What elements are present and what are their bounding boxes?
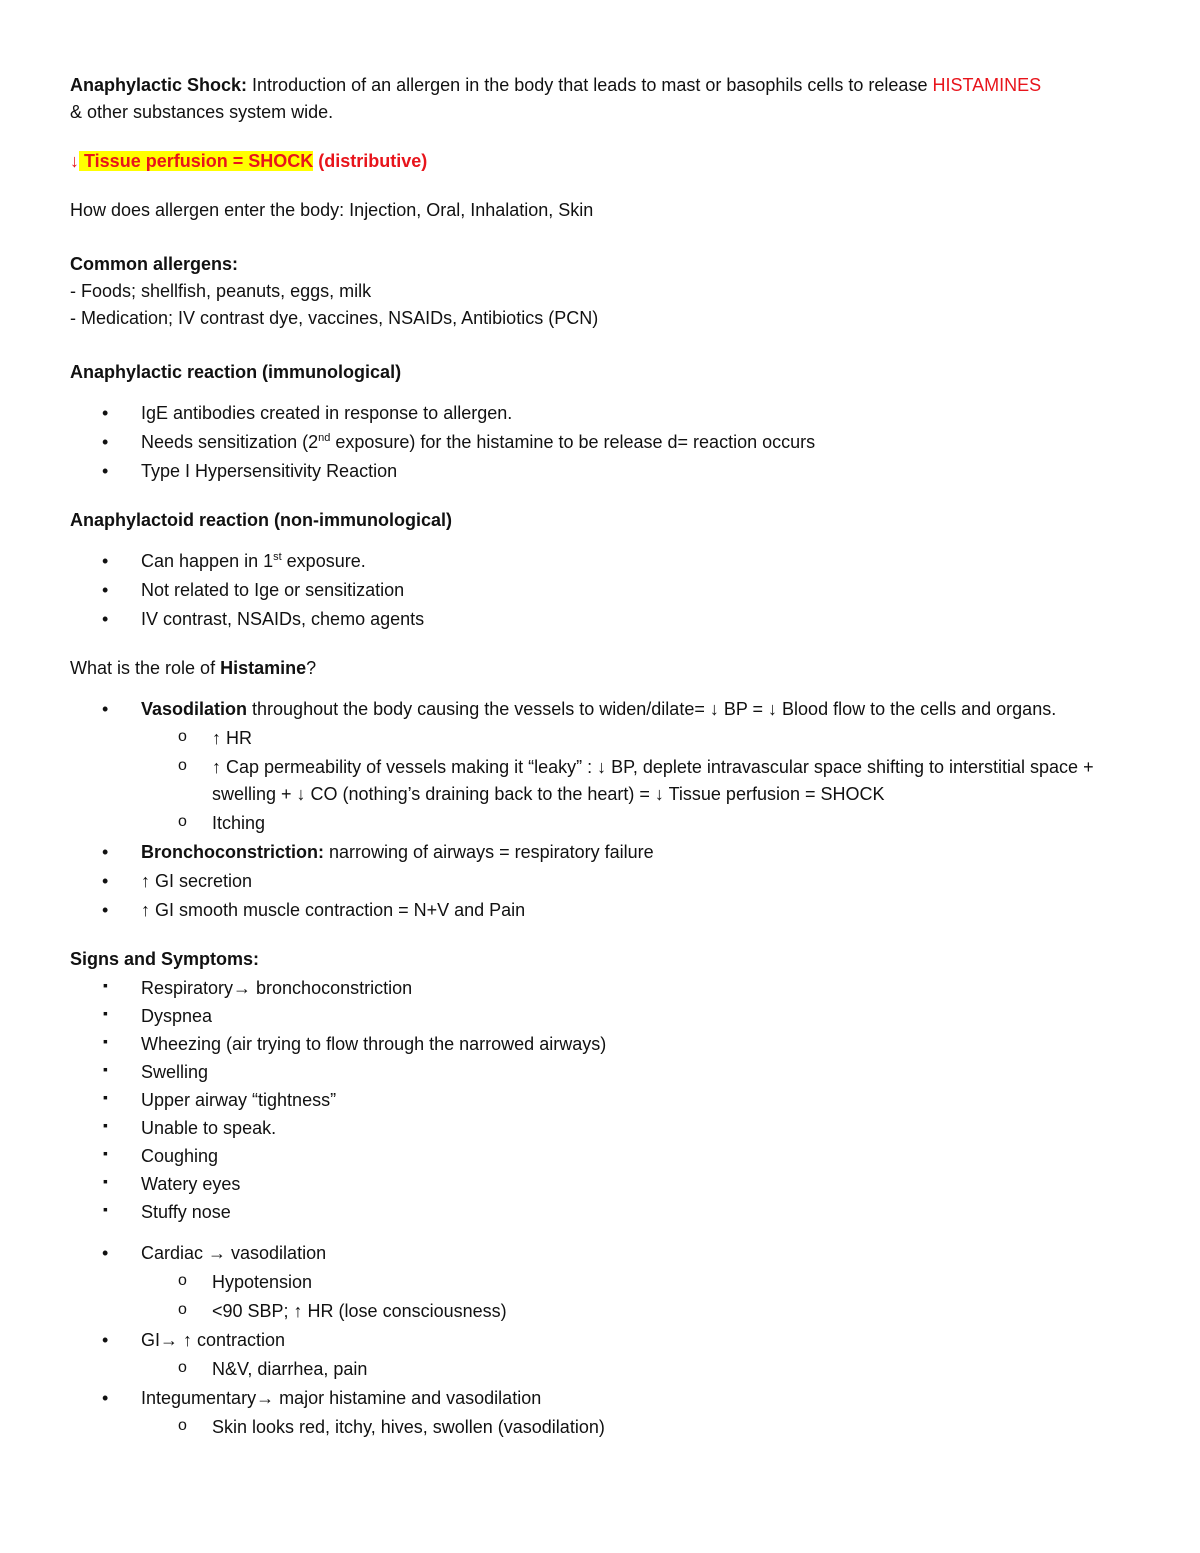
list-item: • Cardiac → vasodilation o Hypotension o <90 SBP; ↑ HR (lose consciousness)	[70, 1240, 1130, 1325]
sub-list-item: o Skin looks red, itchy, hives, swollen (vasodilation)	[141, 1414, 1130, 1441]
circle-bullet-icon: o	[178, 728, 187, 745]
perfusion-highlight: Tissue perfusion = SHOCK	[79, 151, 314, 171]
disc-bullet-icon: •	[102, 432, 109, 452]
vasodilation-sublist	[70, 725, 1130, 837]
allergen-entry-line: How does allergen enter the body: Injection, Oral, Inhalation, Skin	[70, 200, 594, 220]
anaphylactic-list	[70, 400, 1130, 485]
list-item: • GI→ ↑ contraction o N&V, diarrhea, pain	[70, 1327, 1130, 1383]
anaphylactoid-heading: Anaphylactoid reaction (non-immunological)	[70, 510, 453, 530]
square-bullet-icon: ▪	[103, 1201, 108, 1217]
list-item: • Vasodilation throughout the body causing the vessels to widen/dilate= ↓ BP = ↓ Blood flow to the cells and organs. o ↑ HR o ↑ Cap permeability of vessels making it “leaky” : ↓ BP, deplete intravascular space shifting to interstitial space + swelling + ↓ CO (nothing’s draining back to the heart) = ↓ Tissue perfusion = SHOCK o Itching	[70, 696, 1130, 837]
signs-heading: Signs and Symptoms:	[70, 949, 260, 969]
disc-bullet-icon: •	[102, 1330, 109, 1350]
histamine-list	[70, 696, 1130, 924]
list-item: • Can happen in 1st exposure.	[70, 548, 1130, 575]
intro-label: Anaphylactic Shock:	[70, 75, 248, 95]
circle-bullet-icon: o	[178, 1417, 187, 1434]
list-item: • ↑ GI smooth muscle contraction = N+V and Pain	[70, 897, 1130, 924]
disc-bullet-icon: •	[102, 900, 109, 920]
sub-list-item: o N&V, diarrhea, pain	[141, 1356, 1130, 1383]
common-allergen-item: - Foods; shellfish, peanuts, eggs, milk	[70, 281, 372, 301]
square-bullet-icon: ▪	[103, 1089, 108, 1105]
circle-bullet-icon: o	[178, 1272, 187, 1289]
list-item: • Not related to Ige or sensitization	[70, 577, 1130, 604]
list-item: • Type I Hypersensitivity Reaction	[70, 458, 1130, 485]
signs-list	[70, 975, 1130, 1226]
sub-list-item: o ↑ Cap permeability of vessels making it “leaky” : ↓ BP, deplete intravascular space shifting to interstitial space + swelling + ↓ CO (nothing’s draining back to the heart) = ↓ Tissue perfusion = SHOCK	[141, 754, 1130, 808]
anaphylactic-heading: Anaphylactic reaction (immunological)	[70, 362, 402, 382]
integumentary-sublist	[70, 1414, 1130, 1441]
systems-list	[70, 1240, 1130, 1441]
disc-bullet-icon: •	[102, 842, 109, 862]
sub-list-item: o <90 SBP; ↑ HR (lose consciousness)	[141, 1298, 1130, 1325]
perfusion-rest: (distributive)	[313, 151, 428, 171]
square-bullet-icon: ▪	[103, 1145, 108, 1161]
sub-list-item: o Hypotension	[141, 1269, 1130, 1296]
histamines-word: HISTAMINES	[932, 75, 1042, 95]
list-item: ▪ Unable to speak.	[103, 1117, 277, 1138]
list-item: ▪ Dyspnea	[103, 1005, 213, 1026]
sub-list-item: o Itching	[141, 810, 1130, 837]
histamine-question: What is the role of Histamine?	[70, 658, 317, 678]
circle-bullet-icon: o	[178, 1359, 187, 1376]
circle-bullet-icon: o	[178, 813, 187, 830]
disc-bullet-icon: •	[102, 871, 109, 891]
list-item: ▪ Wheezing (air trying to flow through the narrowed airways)	[103, 1033, 607, 1054]
circle-bullet-icon: o	[178, 1301, 187, 1318]
list-item: • IV contrast, NSAIDs, chemo agents	[70, 606, 1130, 633]
perfusion-line	[70, 148, 1130, 175]
intro-text: Introduction of an allergen in the body that leads to mast or basophils cells to release	[247, 75, 933, 95]
document-page	[70, 72, 1130, 1443]
list-item: • Bronchoconstriction: narrowing of airways = respiratory failure	[70, 839, 1130, 866]
common-allergen-item: - Medication; IV contrast dye, vaccines, NSAIDs, Antibiotics (PCN)	[70, 308, 599, 328]
list-item: • IgE antibodies created in response to allergen.	[70, 400, 1130, 427]
sub-list-item: o ↑ HR	[141, 725, 1130, 752]
square-bullet-icon: ▪	[103, 977, 108, 993]
disc-bullet-icon: •	[102, 1243, 109, 1263]
disc-bullet-icon: •	[102, 551, 109, 571]
list-item: • Integumentary→ major histamine and vasodilation o Skin looks red, itchy, hives, swollen (vasodilation)	[70, 1385, 1130, 1441]
disc-bullet-icon: •	[102, 403, 109, 423]
square-bullet-icon: ▪	[103, 1173, 108, 1189]
disc-bullet-icon: •	[102, 580, 109, 600]
list-item: ▪ Stuffy nose	[103, 1201, 231, 1222]
square-bullet-icon: ▪	[103, 1033, 108, 1049]
disc-bullet-icon: •	[102, 461, 109, 481]
square-bullet-icon: ▪	[103, 1005, 108, 1021]
list-item: ▪ Upper airway “tightness”	[103, 1089, 337, 1110]
list-item: • Needs sensitization (2nd exposure) for the histamine to be release d= reaction occurs	[70, 429, 1130, 456]
cardiac-sublist	[70, 1269, 1130, 1325]
anaphylactoid-list	[70, 548, 1130, 633]
list-item: ▪ Swelling	[103, 1061, 209, 1082]
list-item: ▪ Respiratory→ bronchoconstriction	[103, 977, 413, 998]
list-item: • ↑ GI secretion	[70, 868, 1130, 895]
intro-paragraph	[70, 72, 1130, 99]
list-item: ▪ Coughing	[103, 1145, 219, 1166]
list-item: ▪ Watery eyes	[103, 1173, 241, 1194]
square-bullet-icon: ▪	[103, 1061, 108, 1077]
disc-bullet-icon: •	[102, 1388, 109, 1408]
down-arrow-icon: ↓	[70, 151, 79, 171]
common-allergens-heading: Common allergens:	[70, 254, 239, 274]
square-bullet-icon: ▪	[103, 1117, 108, 1133]
disc-bullet-icon: •	[102, 609, 109, 629]
intro-paragraph-cont: & other substances system wide.	[70, 102, 334, 122]
circle-bullet-icon: o	[178, 757, 187, 774]
disc-bullet-icon: •	[102, 699, 109, 719]
gi-sublist	[70, 1356, 1130, 1383]
